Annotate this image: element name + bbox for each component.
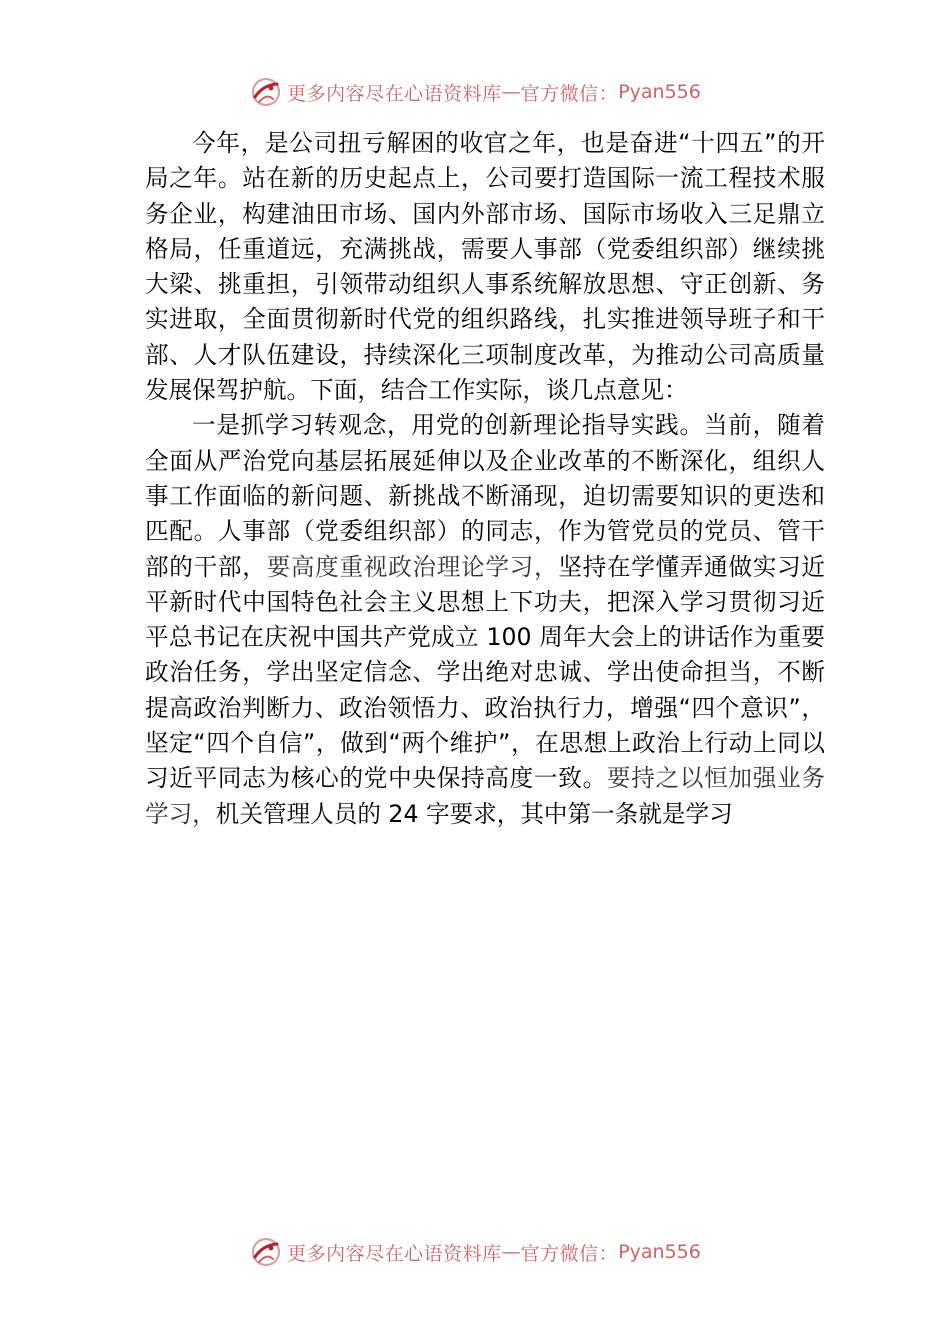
paragraph-text-serif: 要高度重视政治理论学习， bbox=[266, 552, 559, 581]
paragraph-text: 机关管理人员的 24 字要求，其中第一条就是学习 bbox=[215, 799, 733, 828]
banner-separator: — bbox=[501, 1241, 521, 1263]
paragraph-intro bbox=[145, 126, 825, 408]
banner-wechat-id: Pyan556 bbox=[618, 81, 701, 103]
paragraph-point-one bbox=[145, 408, 825, 832]
header-banner bbox=[0, 72, 950, 112]
brand-logo-icon bbox=[249, 1235, 283, 1269]
banner-wechat-id: Pyan556 bbox=[618, 1241, 701, 1263]
paragraph-text: 今年，是公司扭亏解困的收官之年，也是奋进“十四五”的开局之年。站在新的历史起点上，公司要打造国际一流工程技术服务企业，构建油田市场、国内外部市场、国际市场收入三足鼎立格局，任重道远，充满挑战，需要人事部（党委组织部）继续挑大梁、挑重担，引领带动组织人事系统解放思想、守正创新、务实进取，全面贯彻新时代党的组织路线，扎实推进领导班子和干部、人才队伍建设，持续深化三项制度改革，为推动公司高质量发展保驾护航。下面，结合工作实际，谈几点意见： bbox=[145, 129, 825, 405]
paragraph-text-serif: 要持之以恒加强业务学习， bbox=[145, 764, 826, 828]
banner-brand-text: 更多内容尽在心语资料库 bbox=[287, 1242, 502, 1265]
footer-banner bbox=[0, 1232, 950, 1272]
paragraph-text: 坚持在学懂弄通做实习近平新时代中国特色社会主义思想上下功夫，把深入学习贯彻习近平总书记在庆祝中国共产党成立 100 周年大会上的讲话作为重要政治任务，学出坚定信念、学出绝对忠诚、学出使命担当，不断提高政治判断力、政治领悟力、政治执行力，增强“四个意识”，坚定“四个自信”，做到“两个维护”，在思想上政治上行动上同以习近平同志为核心的党中央保持高度一致。 bbox=[145, 552, 826, 793]
paragraph-text: 一是抓学习转观念，用党的创新理论指导实践。当前，随着全面从严治党向基层拓展延伸以及企业改革的不断深化，组织人事工作面临的新问题、新挑战不断涌现，迫切需要知识的更迭和匹配。人事部（党委组织部）的同志，作为管党员的党员、管干部的干部， bbox=[145, 411, 825, 581]
document-body bbox=[145, 126, 825, 832]
brand-logo-icon bbox=[249, 75, 283, 109]
banner-wechat-label: 官方微信： bbox=[520, 82, 619, 105]
banner-wechat-label: 官方微信： bbox=[520, 1242, 619, 1265]
banner-brand-text: 更多内容尽在心语资料库 bbox=[287, 82, 502, 105]
banner-separator: — bbox=[501, 81, 521, 103]
